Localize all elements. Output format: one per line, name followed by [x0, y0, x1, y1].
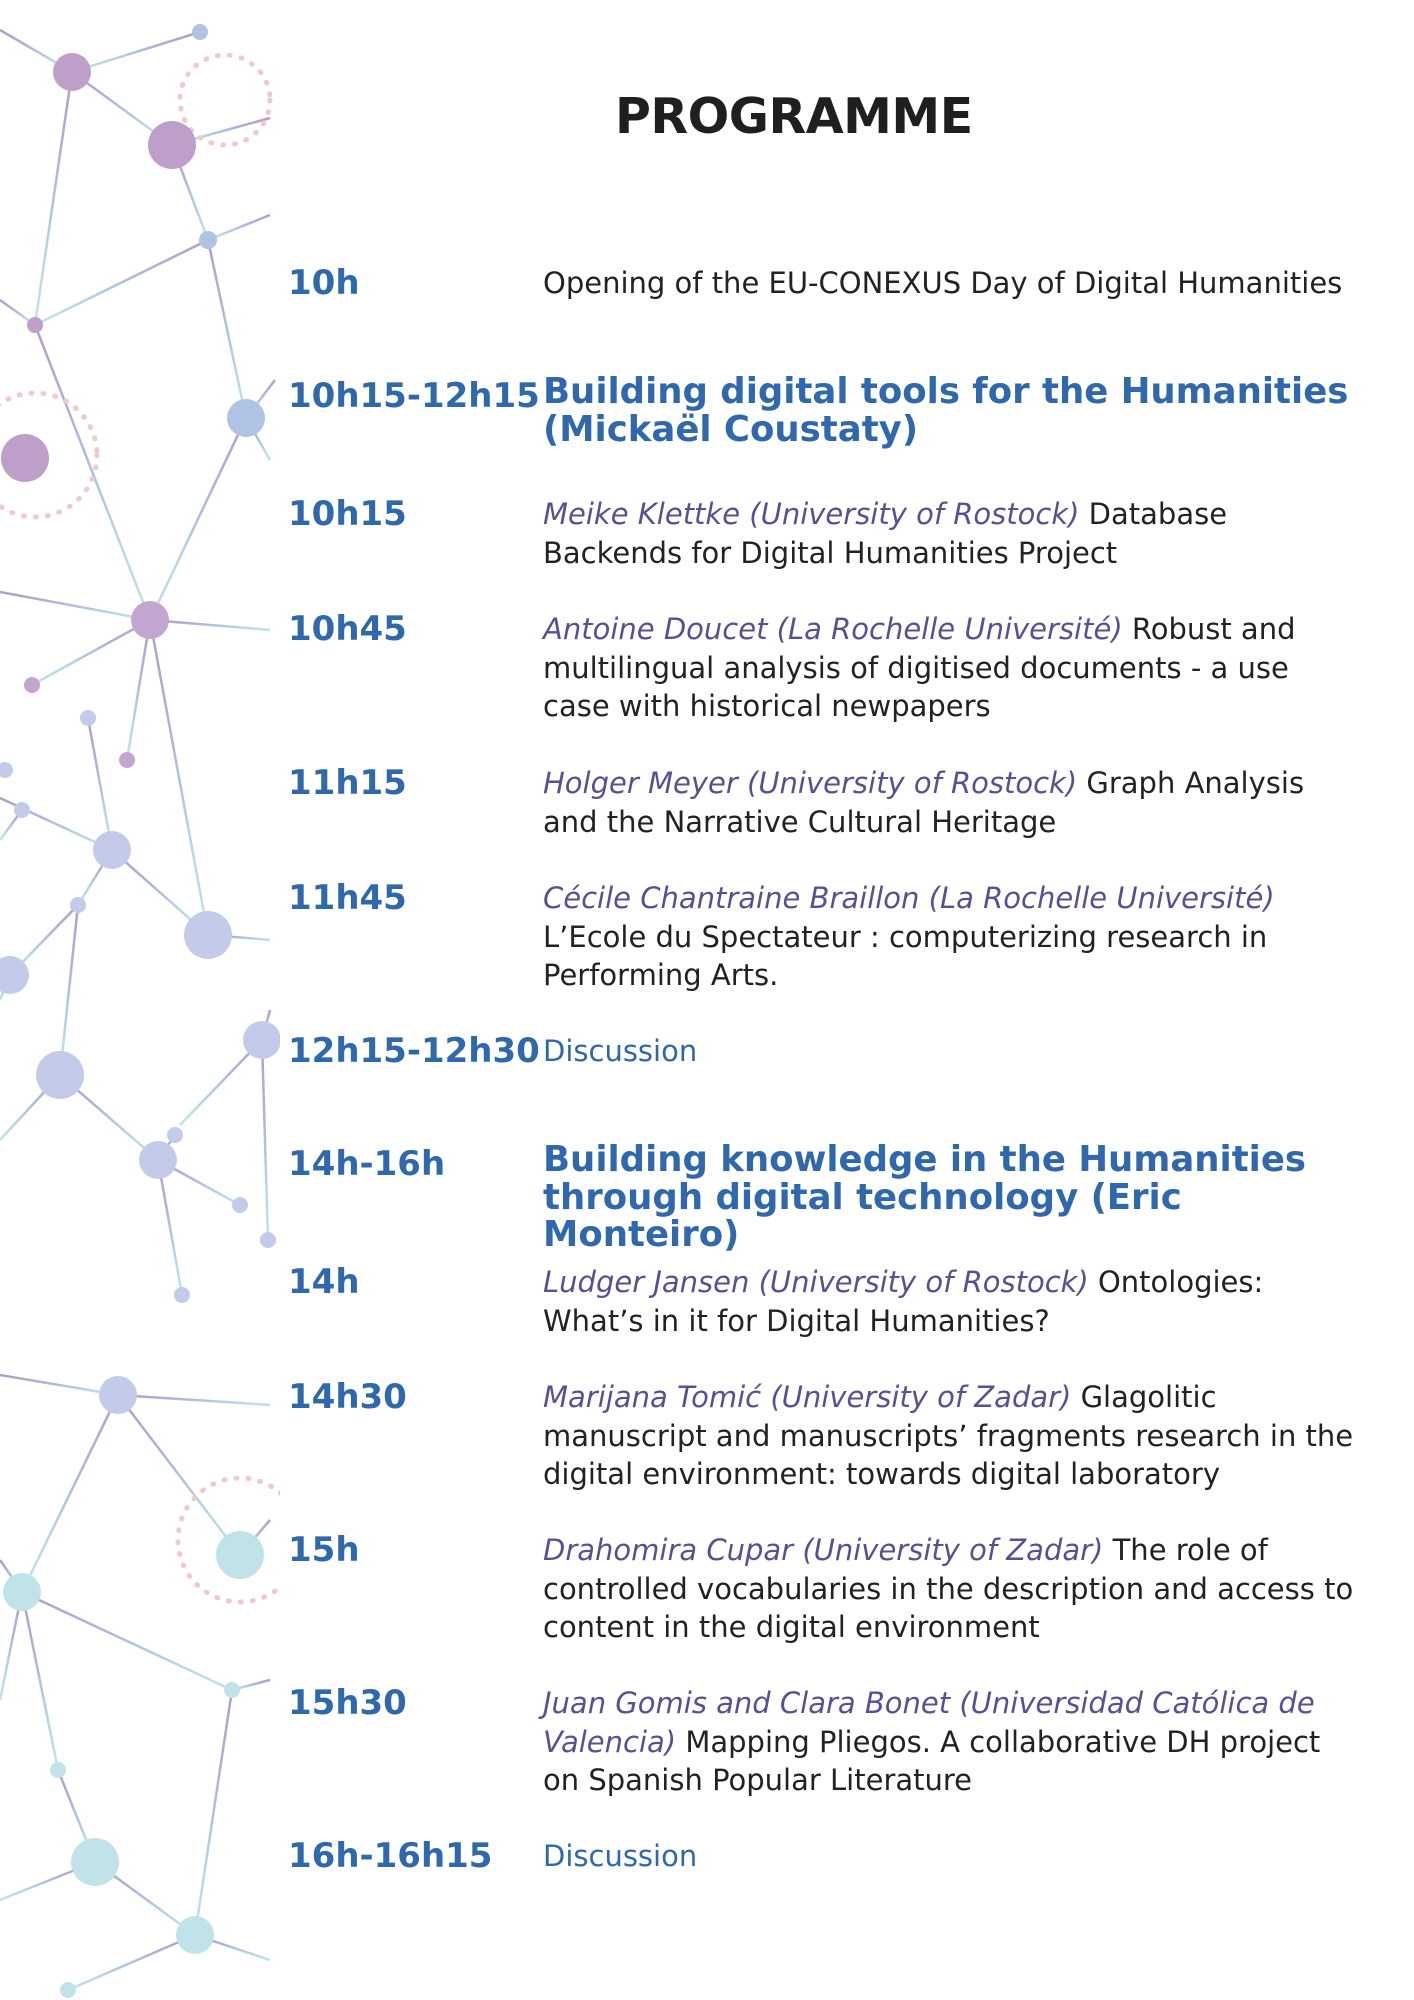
talk-speaker: Antoine Doucet (La Rochelle Université): [543, 612, 1123, 646]
talk-description: [543, 1263, 1358, 1340]
page-title: PROGRAMME: [615, 88, 973, 145]
session-title: Building digital tools for the Humanities (Mickaël Coustaty): [543, 371, 1349, 450]
talk-title: Database Backends for Digital Humanities Project: [543, 497, 1228, 570]
talk-title: Mapping Pliegos. A collaborative DH project on Spanish Popular Literature: [543, 1724, 1321, 1797]
talk-title: Robust and multilingual analysis of digitised documents - a use case with historical newpapers: [543, 612, 1296, 723]
time-slot: 11h15: [288, 763, 407, 803]
discussion-label: Discussion: [543, 1839, 698, 1873]
talk-description: [543, 1684, 1358, 1800]
talk-speaker: Marijana Tomić (University of Zadar): [543, 1380, 1072, 1414]
talk-description: [543, 764, 1358, 841]
talk-speaker: Holger Meyer (University of Rostock): [543, 766, 1078, 800]
talk-speaker: Meike Klettke (University of Rostock): [543, 497, 1080, 531]
talk-title: The role of controlled vocabularies in the description and access to content in the digital environment: [543, 1533, 1354, 1644]
talk-description: [543, 495, 1358, 572]
discussion-label: Discussion: [543, 1034, 698, 1068]
time-slot: 15h30: [288, 1683, 407, 1723]
opening-text: Opening of the EU-CONEXUS Day of Digital Humanities: [543, 266, 1343, 300]
talk-title: Graph Analysis and the Narrative Cultural Heritage: [543, 766, 1305, 839]
time-slot: 14h-16h: [288, 1144, 446, 1184]
talk-title: Ontologies: What’s in it for Digital Humanities?: [543, 1265, 1264, 1338]
time-slot: 16h-16h15: [288, 1836, 493, 1876]
time-slot: 14h: [288, 1262, 360, 1302]
talk-title: Glagolitic manuscript and manuscripts’ fragments research in the digital environment: towards digital laboratory: [543, 1380, 1354, 1491]
network-nodes-decoration: [0, 0, 280, 2000]
talk-description: [543, 610, 1358, 726]
talk-description: [543, 1531, 1358, 1647]
time-slot: 10h: [288, 263, 360, 303]
talk-speaker: Cécile Chantraine Braillon (La Rochelle Université): [543, 881, 1275, 915]
talk-description: [543, 879, 1358, 995]
time-slot: 14h30: [288, 1377, 407, 1417]
time-slot: 11h45: [288, 878, 407, 918]
time-slot: 15h: [288, 1530, 360, 1570]
time-slot: 10h15-12h15: [288, 376, 540, 416]
talk-speaker: Drahomira Cupar (University of Zadar): [543, 1533, 1104, 1567]
talk-speaker: Ludger Jansen (University of Rostock): [543, 1265, 1089, 1299]
talk-speaker: Juan Gomis and Clara Bonet (Universidad Católica de Valencia): [543, 1686, 1315, 1759]
time-slot: 12h15-12h30: [288, 1031, 540, 1071]
session-title: Building knowledge in the Humanities through digital technology (Eric Monteiro): [543, 1139, 1307, 1255]
time-slot: 10h15: [288, 494, 407, 534]
time-slot: 10h45: [288, 609, 407, 649]
talk-title: L’Ecole du Spectateur : computerizing research in Performing Arts.: [543, 919, 1268, 992]
talk-description: [543, 1378, 1358, 1494]
